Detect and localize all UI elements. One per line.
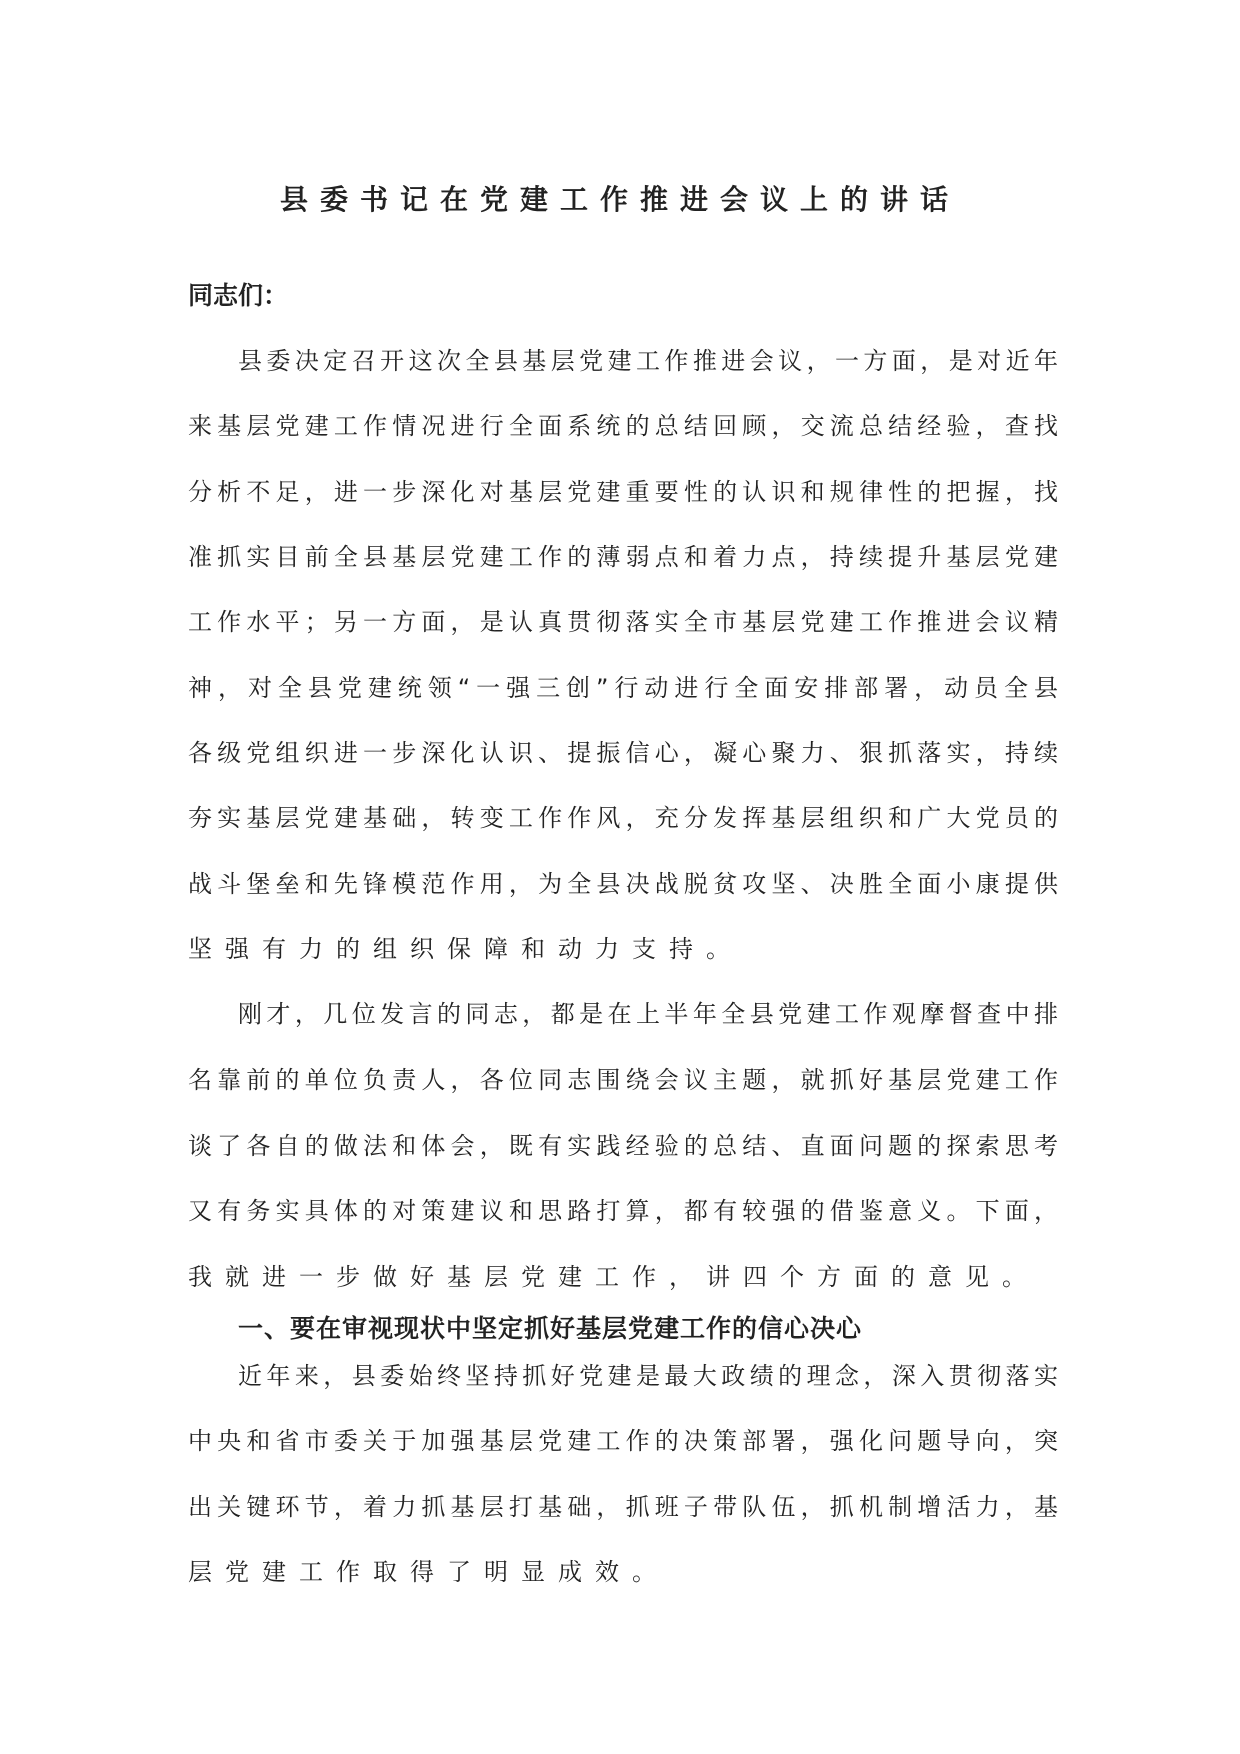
text-line: 各级党组织进一步深化认识、提振信心，凝心聚力、狠抓落实，持续 bbox=[188, 739, 1058, 767]
text-line: 工作水平；另一方面，是认真贯彻落实全市基层党建工作推进会议精 bbox=[188, 608, 1058, 636]
section-heading: 一、要在审视现状中坚定抓好基层党建工作的信心决心 bbox=[238, 1314, 863, 1343]
text-line: 出关键环节，着力抓基层打基础，抓班子带队伍，抓机制增活力，基 bbox=[188, 1493, 1058, 1521]
text-line: 近年来，县委始终坚持抓好党建是最大政绩的理念，深入贯彻落实 bbox=[238, 1362, 1058, 1390]
text-line: 夯实基层党建基础，转变工作作风，充分发挥基层组织和广大党员的 bbox=[188, 804, 1058, 832]
salutation: 同志们： bbox=[188, 281, 289, 310]
text-line: 又有务实具体的对策建议和思路打算，都有较强的借鉴意义。下面， bbox=[188, 1197, 1058, 1225]
text-line: 分析不足，进一步深化对基层党建重要性的认识和规律性的把握，找 bbox=[188, 478, 1058, 506]
text-line: 中央和省市委关于加强基层党建工作的决策部署，强化问题导向，突 bbox=[188, 1427, 1058, 1455]
text-line: 准抓实目前全县基层党建工作的薄弱点和着力点，持续提升基层党建 bbox=[188, 543, 1058, 571]
text-line: 名靠前的单位负责人，各位同志围绕会议主题，就抓好基层党建工作 bbox=[188, 1066, 1058, 1094]
text-line: 坚强有力的组织保障和动力支持。 bbox=[188, 935, 743, 963]
text-line: 层党建工作取得了明显成效。 bbox=[188, 1558, 669, 1586]
document-title: 县委书记在党建工作推进会议上的讲话 bbox=[279, 183, 960, 216]
text-line: 刚才，几位发言的同志，都是在上半年全县党建工作观摩督查中排 bbox=[238, 1000, 1058, 1028]
text-line: 县委决定召开这次全县基层党建工作推进会议，一方面，是对近年 bbox=[238, 347, 1058, 375]
text-line: 战斗堡垒和先锋模范作用，为全县决战脱贫攻坚、决胜全面小康提供 bbox=[188, 870, 1058, 898]
text-line: 谈了各自的做法和体会，既有实践经验的总结、直面问题的探索思考 bbox=[188, 1132, 1058, 1160]
text-line: 神，对全县党建统领“一强三创”行动进行全面安排部署，动员全县 bbox=[188, 674, 1058, 702]
text-line: 来基层党建工作情况进行全面系统的总结回顾，交流总结经验，查找 bbox=[188, 412, 1058, 440]
text-line: 我就进一步做好基层党建工作，讲四个方面的意见。 bbox=[188, 1263, 1039, 1291]
